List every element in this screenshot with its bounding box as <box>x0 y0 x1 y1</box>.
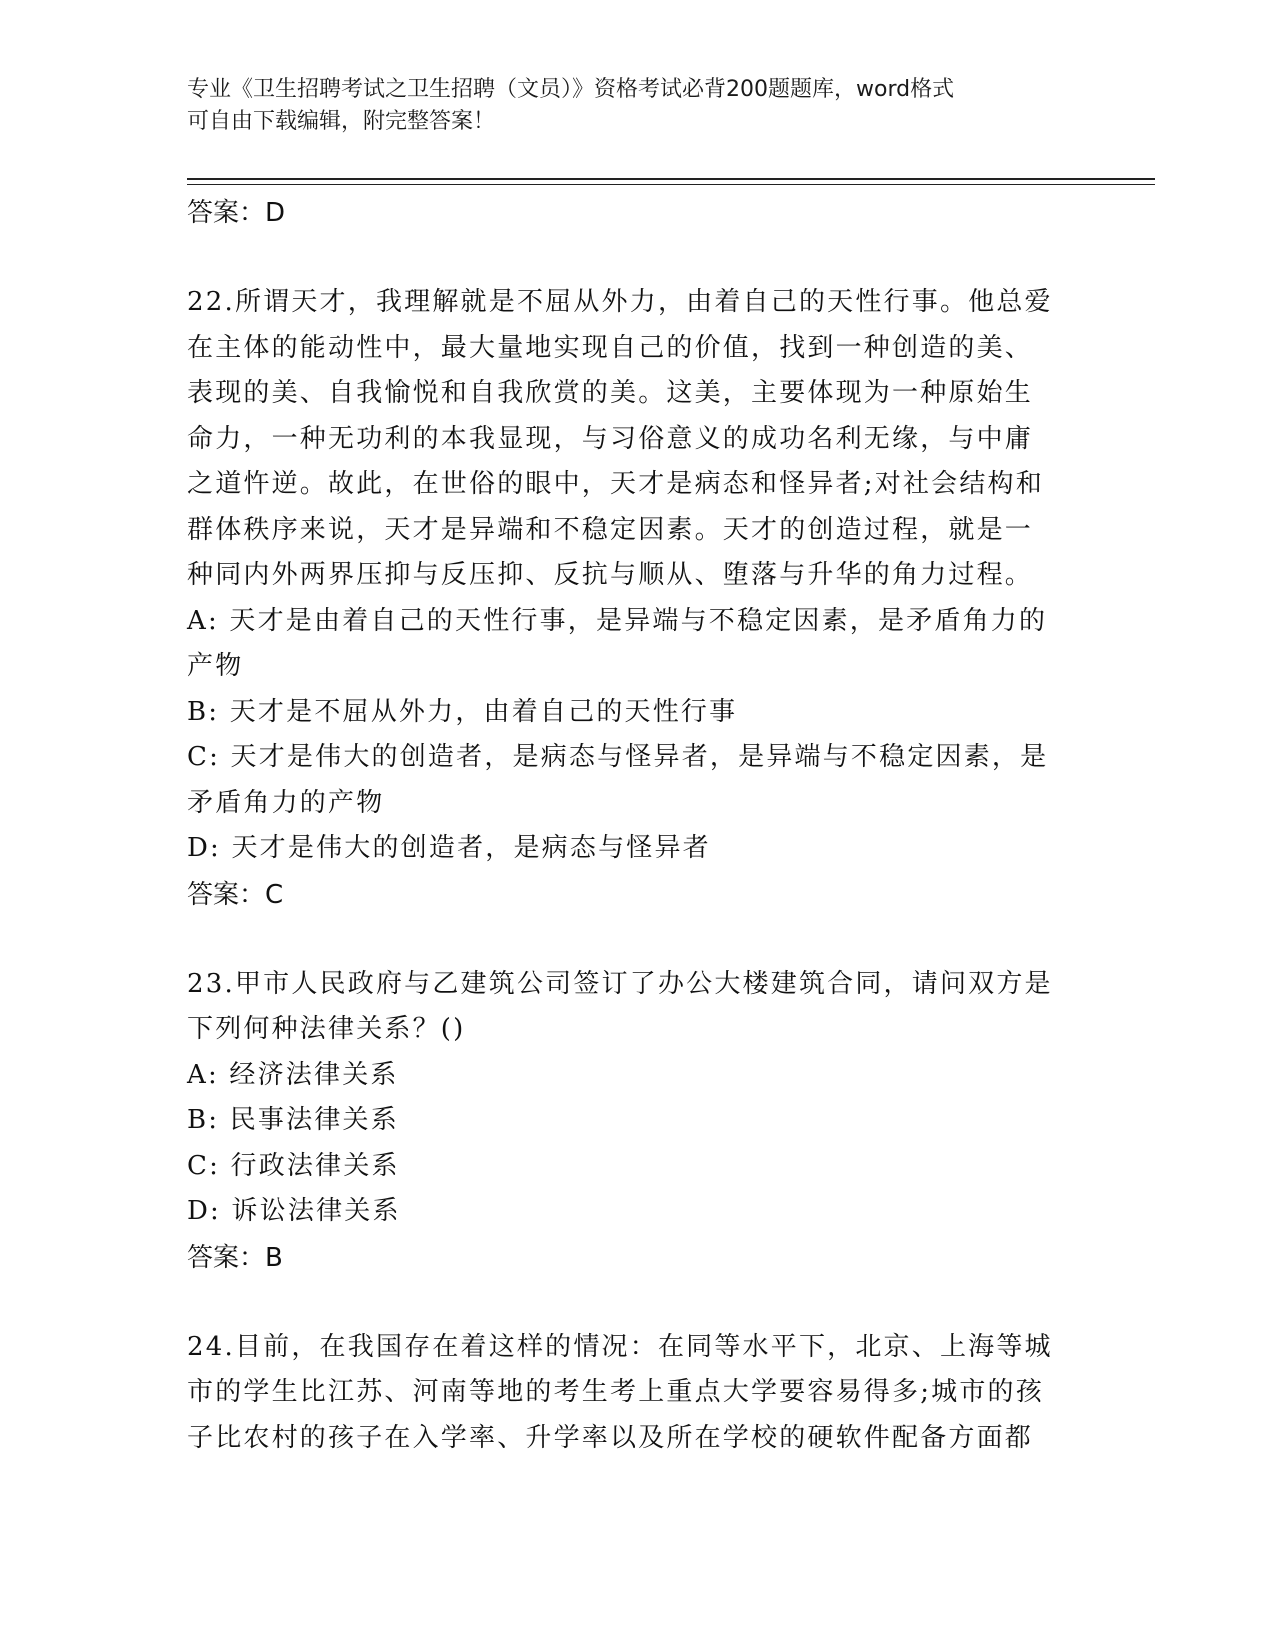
question-22-line-2: 在主体的能动性中，最大量地实现自己的价值，找到一种创造的美、 <box>187 332 1034 363</box>
previous-answer: 答案：D <box>187 198 286 228</box>
question-22-answer: 答案：C <box>187 879 284 910</box>
question-22-line-7: 种同内外两界压抑与反压抑、反抗与顺从、堕落与升华的角力过程。 <box>187 560 1034 590</box>
question-23-option-b: B: 民事法律关系 <box>187 1105 399 1135</box>
question-23-line-2: 下列何种法律关系？() <box>187 1014 466 1044</box>
question-22-option-c-line-1: C: 天才是伟大的创造者，是病态与怪异者，是异端与不稳定因素，是 <box>187 742 1049 772</box>
question-22-line-3: 表现的美、自我愉悦和自我欣赏的美。这美，主要体现为一种原始生 <box>187 378 1034 408</box>
question-24 <box>187 1325 1087 1462</box>
question-22-line-5: 之道忤逆。故此，在世俗的眼中，天才是病态和怪异者;对社会结构和 <box>187 469 1044 499</box>
question-22 <box>187 280 1087 918</box>
header-divider-thin <box>187 184 1155 185</box>
question-22-option-d: D: 天才是伟大的创造者，是病态与怪异者 <box>187 833 711 863</box>
spacer <box>187 1281 1087 1325</box>
question-24-line-2: 市的学生比江苏、河南等地的考生考上重点大学要容易得多;城市的孩 <box>187 1377 1044 1407</box>
document-body <box>187 190 1087 1461</box>
question-22-option-c-line-2: 矛盾角力的产物 <box>187 787 385 818</box>
question-22-line-6: 群体秩序来说，天才是异端和不稳定因素。天才的创造过程，就是一 <box>187 514 1034 545</box>
question-23-line-1: 23.甲市人民政府与乙建筑公司签订了办公大楼建筑合同，请问双方是 <box>187 968 1053 999</box>
question-22-option-b: B: 天才是不屈从外力，由着自己的天性行事 <box>187 696 738 727</box>
question-23-option-d: D: 诉讼法律关系 <box>187 1196 401 1226</box>
question-23-option-a: A: 经济法律关系 <box>187 1059 399 1090</box>
question-22-option-a-line-1: A: 天才是由着自己的天性行事，是异端与不稳定因素，是矛盾角力的 <box>187 605 1048 636</box>
header-line-2: 可自由下载编辑，附完整答案！ <box>187 109 496 134</box>
question-23-option-c: C: 行政法律关系 <box>187 1150 400 1181</box>
spacer <box>187 918 1087 962</box>
document-header <box>187 74 1067 138</box>
question-22-line-4: 命力，一种无功利的本我显现，与习俗意义的成功名利无缘，与中庸 <box>187 423 1034 454</box>
question-24-line-1: 24.目前，在我国存在着这样的情况：在同等水平下，北京、上海等城 <box>187 1331 1053 1362</box>
question-24-line-3: 子比农村的孩子在入学率、升学率以及所在学校的硬软件配备方面都 <box>187 1422 1034 1453</box>
header-divider-thick <box>187 178 1155 180</box>
spacer <box>187 236 1087 280</box>
question-22-line-1: 22.所谓天才，我理解就是不屈从外力，由着自己的天性行事。他总爱 <box>187 287 1053 317</box>
header-line-1: 专业《卫生招聘考试之卫生招聘（文员）》资格考试必背200题题库，word格式 <box>187 77 955 102</box>
question-22-option-a-line-2: 产物 <box>187 651 244 681</box>
question-23 <box>187 962 1087 1281</box>
question-23-answer: 答案：B <box>187 1242 283 1273</box>
